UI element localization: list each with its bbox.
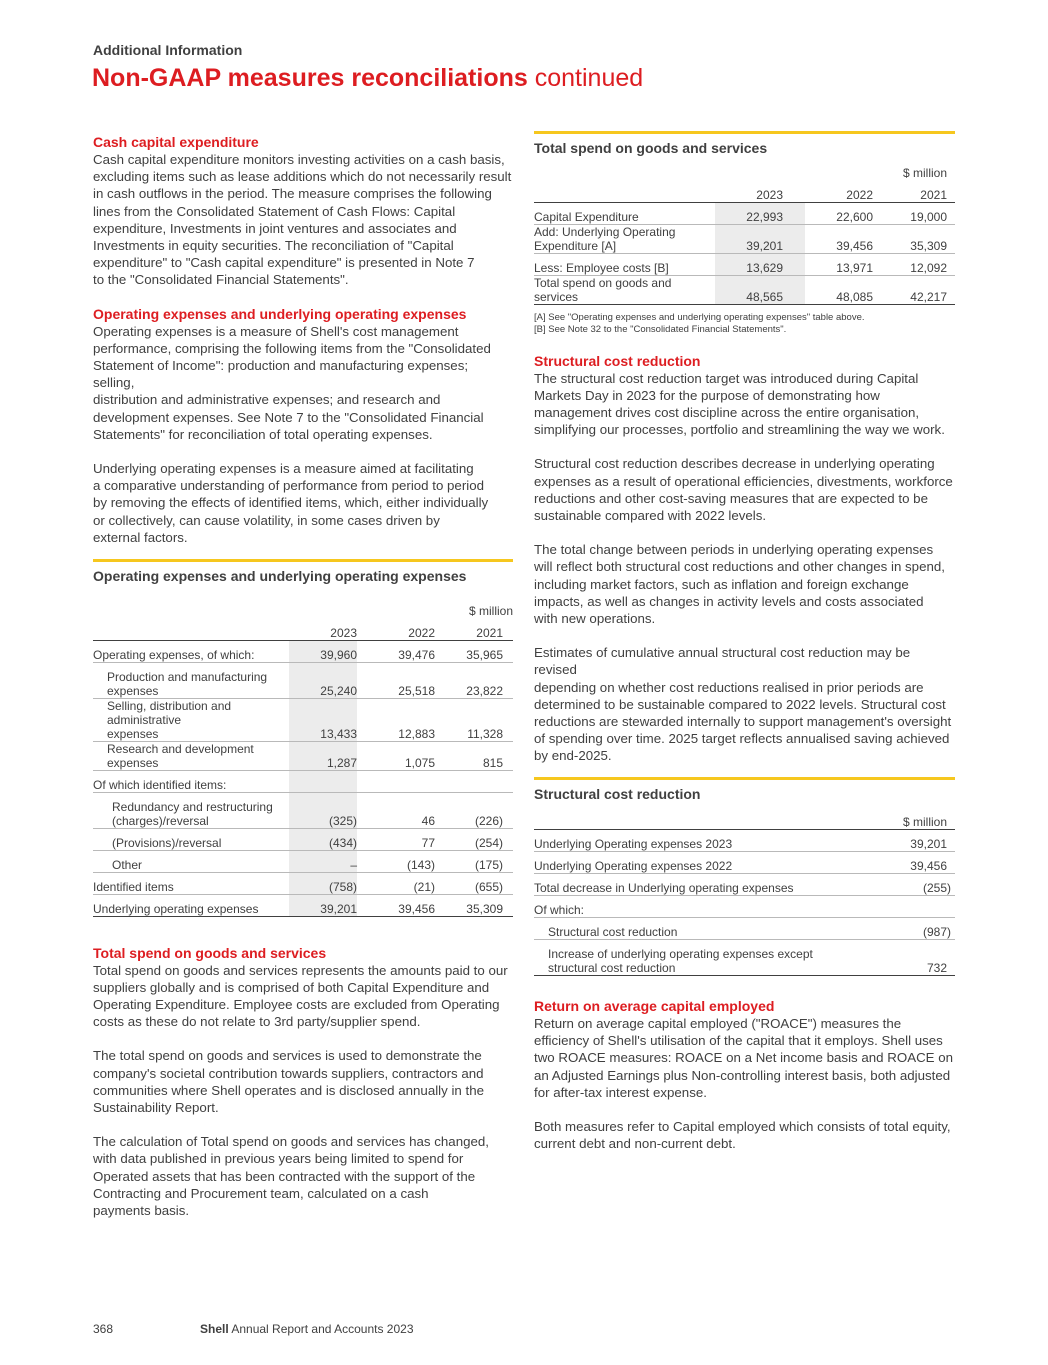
table-row: Production and manufacturing expenses 25,240 25,518 23,822	[93, 662, 513, 698]
table-row: Structural cost reduction (987)	[534, 918, 955, 940]
opex-paragraph-1: Operating expenses is a measure of Shell's cost management performance, comprising the following items from the "Consolidated Statement of Income": production and manufacturing expenses; selling, distribution and administrative expenses; and research and development expenses. See Note 7 to the "Consolidated Financial Statements" for reconciliation of total operating expenses.	[93, 323, 491, 442]
capex-heading: Cash capital expenditure	[93, 134, 259, 150]
table-row: Of which identified items:	[93, 770, 513, 792]
footer-publication: Annual Report and Accounts 2023	[231, 1322, 414, 1336]
spend-table-box	[534, 131, 955, 336]
table-row: Add: Underlying Operating Expenditure [A] 39,201 39,456 35,309	[534, 224, 955, 253]
table-row: Increase of underlying operating expenses except structural cost reduction 732	[534, 940, 955, 976]
table-row: Selling, distribution and administrative expenses 13,433 12,883 11,328	[93, 698, 513, 741]
spend-year-2021: 2021	[920, 187, 947, 202]
scr-paragraph-4: Estimates of cumulative annual structural cost reduction may be revised depending on whether cost reductions realised in prior periods are determined to be sustainable compared to 2022 levels. Structural cost reductions are stewarded internally to support management's oversight of spending over time. 2025 target reflects annualised saving achieved by end-2025.	[534, 645, 952, 764]
roace-heading: Return on average capital employed	[534, 998, 775, 1015]
table-row-total: Total spend on goods and services 48,565 48,085 42,217	[534, 275, 955, 304]
page-title-main: Non-GAAP measures reconciliations	[92, 64, 528, 92]
scr-table	[534, 804, 955, 977]
table-row: Redundancy and restructuring (charges)/reversal (325) 46 (226)	[93, 792, 513, 828]
right-column	[534, 131, 955, 1152]
table-row: Operating expenses, of which: 39,960 39,476 35,965	[93, 640, 513, 662]
scr-table-box	[534, 777, 955, 977]
opex-table	[93, 586, 513, 917]
footer-brand-name: Shell	[200, 1322, 229, 1336]
note-b: [B] See Note 32 to the "Consolidated Financial Statements".	[534, 323, 787, 335]
page-number: 368	[93, 1322, 114, 1336]
table-row: Other – (143) (175)	[93, 850, 513, 872]
scr-table-title: Structural cost reduction	[534, 785, 701, 802]
section-label: Additional Information	[93, 42, 243, 58]
spend-paragraph-2: The total spend on goods and services is used to demonstrate the company's societal contribution towards suppliers, contractors and communities where Shell operates and is disclosed annually in the Sustainability Report.	[93, 1048, 484, 1115]
table-row: (Provisions)/reversal (434) 77 (254)	[93, 828, 513, 850]
spend-table-unit: $ million	[902, 166, 947, 180]
spend-paragraph-3: The calculation of Total spend on goods and services has changed, with data published in previous years being limited to spend for Operated assets that has been contracted with the support of the Contracting and Procurement team, calculated on a cash payments basis.	[93, 1134, 489, 1218]
capex-paragraph: Cash capital expenditure monitors investing activities on a cash basis, excluding items such as lease additions which do not necessarily result in cash outflows in the period. The measure comprises the following lines from the Consolidated Statement of Cash Flows: Capital expenditure, Investments in joint ventures and associates and Investments in equity securities. The reconciliation of "Capital expenditure" to "Cash capital expenditure" is presented in Note 7 to the "Consolidated Financial Statements".	[93, 152, 512, 288]
page-title	[92, 64, 643, 93]
left-column	[93, 134, 513, 1219]
table-row: Research and development expenses 1,287 1,075 815	[93, 741, 513, 770]
note-a: [A] See "Operating expenses and underlying operating expenses" table above.	[534, 311, 865, 323]
scr-paragraph-3: The total change between periods in underlying operating expenses will reflect both structural cost reductions and other changes in spend, including market factors, such as inflation and foreign exchange impacts, as well as changes in activity levels and costs associated with new operations.	[534, 542, 945, 626]
scr-paragraph-1: The structural cost reduction target was introduced during Capital Markets Day in 2023 for the purpose of demonstrating how management drives cost discipline across the entire organisation, simplifying our processes, portfolio and streamlining the way we work.	[534, 370, 945, 438]
scr-heading: Structural cost reduction	[534, 352, 701, 369]
table-row: Total decrease in Underlying operating expenses (255)	[534, 874, 955, 896]
opex-year-2021: 2021	[476, 625, 503, 640]
spend-table	[534, 158, 955, 305]
scr-paragraph-2: Structural cost reduction describes decrease in underlying operating expenses as a result of operational efficiencies, divestments, workforce reductions and other cost-saving measures that are expected to be sustainable compared with 2022 levels.	[534, 456, 953, 523]
spend-year-2023: 2023	[756, 187, 783, 202]
roace-paragraph-2: Both measures refer to Capital employed which consists of total equity, current debt and non-current debt.	[534, 1119, 951, 1152]
spend-year-2022: 2022	[846, 187, 873, 202]
table-row-total: Underlying operating expenses 39,201 39,456 35,309	[93, 894, 513, 916]
table-row: Underlying Operating expenses 2022 39,456	[534, 852, 955, 874]
spend-heading: Total spend on goods and services	[93, 944, 327, 961]
opex-table-title: Operating expenses and underlying operating expenses	[93, 568, 467, 585]
table-row: Capital Expenditure 22,993 22,600 19,000	[534, 202, 955, 224]
spend-table-notes	[534, 312, 955, 336]
table-row: Less: Employee costs [B] 13,629 13,971 12,092	[534, 253, 955, 275]
opex-paragraph-2: Underlying operating expenses is a measure aimed at facilitating a comparative understanding of performance from period to period by removing the effects of identified items, which, either individually or collectively, can cause volatility, in some cases driven by external factors.	[93, 461, 489, 545]
opex-heading: Operating expenses and underlying operating expenses	[93, 305, 467, 322]
spend-paragraph-1: Total spend on goods and services represents the amounts paid to our suppliers globally and is comprised of both Capital Expenditure and Operating Expenditure. Employee costs are excluded from Operating costs as these do not relate to 3rd party/supplier spend.	[93, 962, 508, 1030]
table-row: Of which:	[534, 896, 955, 918]
table-row: Identified items (758) (21) (655)	[93, 872, 513, 894]
page-title-suffix: continued	[534, 64, 644, 92]
opex-table-box	[93, 559, 513, 917]
scr-table-unit: $ million	[902, 815, 947, 830]
table-row: Underlying Operating expenses 2023 39,201	[534, 830, 955, 852]
opex-year-2023: 2023	[330, 625, 357, 640]
roace-paragraph-1: Return on average capital employed ("ROACE") measures the efficiency of Shell's utilisation of the capital that it employs. Shell uses two ROACE measures: ROACE on a Net income basis and ROACE on an Adjusted Earnings plus Non-controlling interest basis, both adjusted for after-tax interest expense.	[534, 1016, 954, 1100]
opex-year-2022: 2022	[408, 625, 435, 640]
footer-brand	[200, 1322, 414, 1336]
spend-table-title: Total spend on goods and services	[534, 140, 768, 156]
opex-table-unit: $ million	[468, 604, 513, 619]
